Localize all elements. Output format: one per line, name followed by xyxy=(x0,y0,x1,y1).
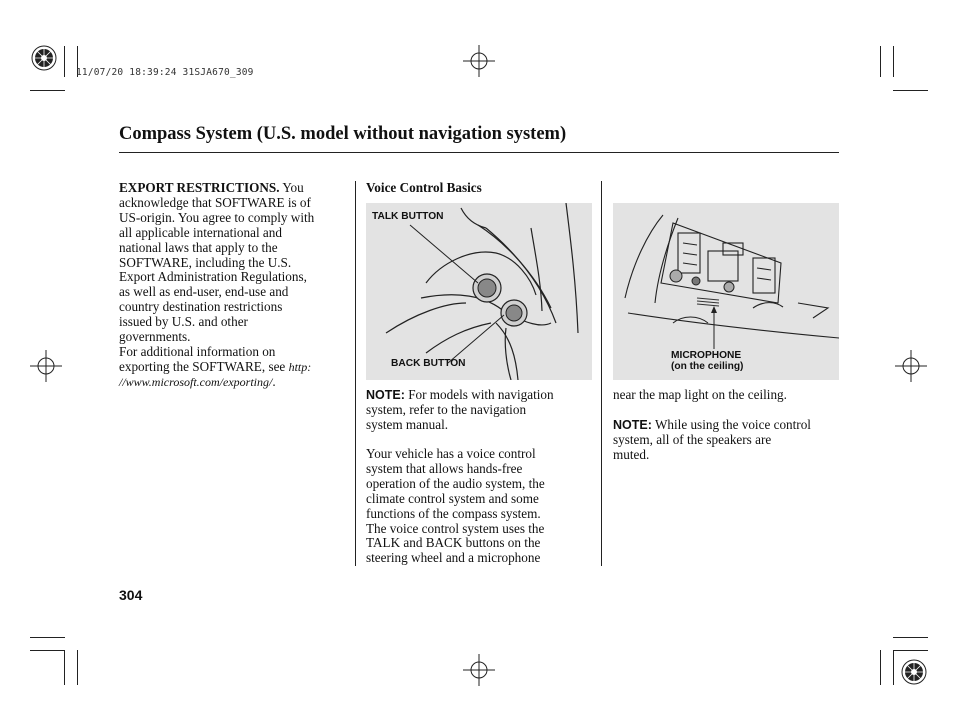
voice-control-heading: Voice Control Basics xyxy=(366,180,482,195)
url-link[interactable]: http: xyxy=(288,359,312,374)
title-rule xyxy=(119,152,839,153)
ceiling-microphone-figure xyxy=(613,203,839,380)
url-link-cont[interactable]: //www.microsoft.com/exporting/ xyxy=(119,374,273,389)
column-divider xyxy=(601,181,602,566)
on-the-ceiling-label: (on the ceiling) xyxy=(671,361,744,372)
talk-button-label: TALK BUTTON xyxy=(372,211,444,222)
registration-crosshair-icon xyxy=(463,654,495,686)
export-restrictions-section: EXPORT RESTRICTIONS. You acknowledge that SOFTWARE is of US-origin. You agree to comply with all applicable international and national laws that apply to the SOFTWARE, including the U.S. Export Administration Regulations, as well as end-user, end-use and country destination restrictions issued by U.S. and other governments. For additional information on exporting the SOFTWARE, see http: //www.microsoft.com/exporting/. xyxy=(119,181,351,390)
export-paragraph: EXPORT RESTRICTIONS. You xyxy=(119,180,304,195)
steering-wheel-illustration xyxy=(366,203,592,380)
back-button-label: BACK BUTTON xyxy=(391,358,466,369)
note-label: NOTE: xyxy=(366,388,405,402)
page-title: Compass System (U.S. model without navigation system) xyxy=(119,124,567,144)
export-heading: EXPORT RESTRICTIONS. xyxy=(119,180,280,195)
page-number: 304 xyxy=(119,587,143,603)
registration-crosshair-icon xyxy=(895,350,927,382)
exporting-line: exporting the SOFTWARE, see http: xyxy=(119,358,312,374)
registration-rosette-icon xyxy=(30,44,58,72)
speakers-muted-note: NOTE: While using the voice control system, all of the speakers are muted. xyxy=(613,417,811,462)
map-light-continued: near the map light on the ceiling. xyxy=(613,387,787,402)
url-line: //www.microsoft.com/exporting/. xyxy=(119,373,276,389)
note-label: NOTE: xyxy=(613,418,652,432)
steering-wheel-figure xyxy=(366,203,592,380)
microphone-label: MICROPHONE xyxy=(671,350,742,361)
registration-crosshair-icon xyxy=(463,45,495,77)
registration-rosette-icon xyxy=(900,658,928,686)
print-stamp: 11/07/20 18:39:24 31SJA670_309 xyxy=(76,67,254,78)
navigation-note: NOTE: For models with navigation system, refer to the navigation system manual. xyxy=(366,387,554,432)
column-divider xyxy=(355,181,356,566)
registration-crosshair-icon xyxy=(30,350,62,382)
voice-control-body: Your vehicle has a voice control system that allows hands-free operation of the audio system, the climate control system and some functions of the compass system. The voice control system uses the TALK and BACK buttons on the steering wheel and a microphone xyxy=(366,446,545,566)
